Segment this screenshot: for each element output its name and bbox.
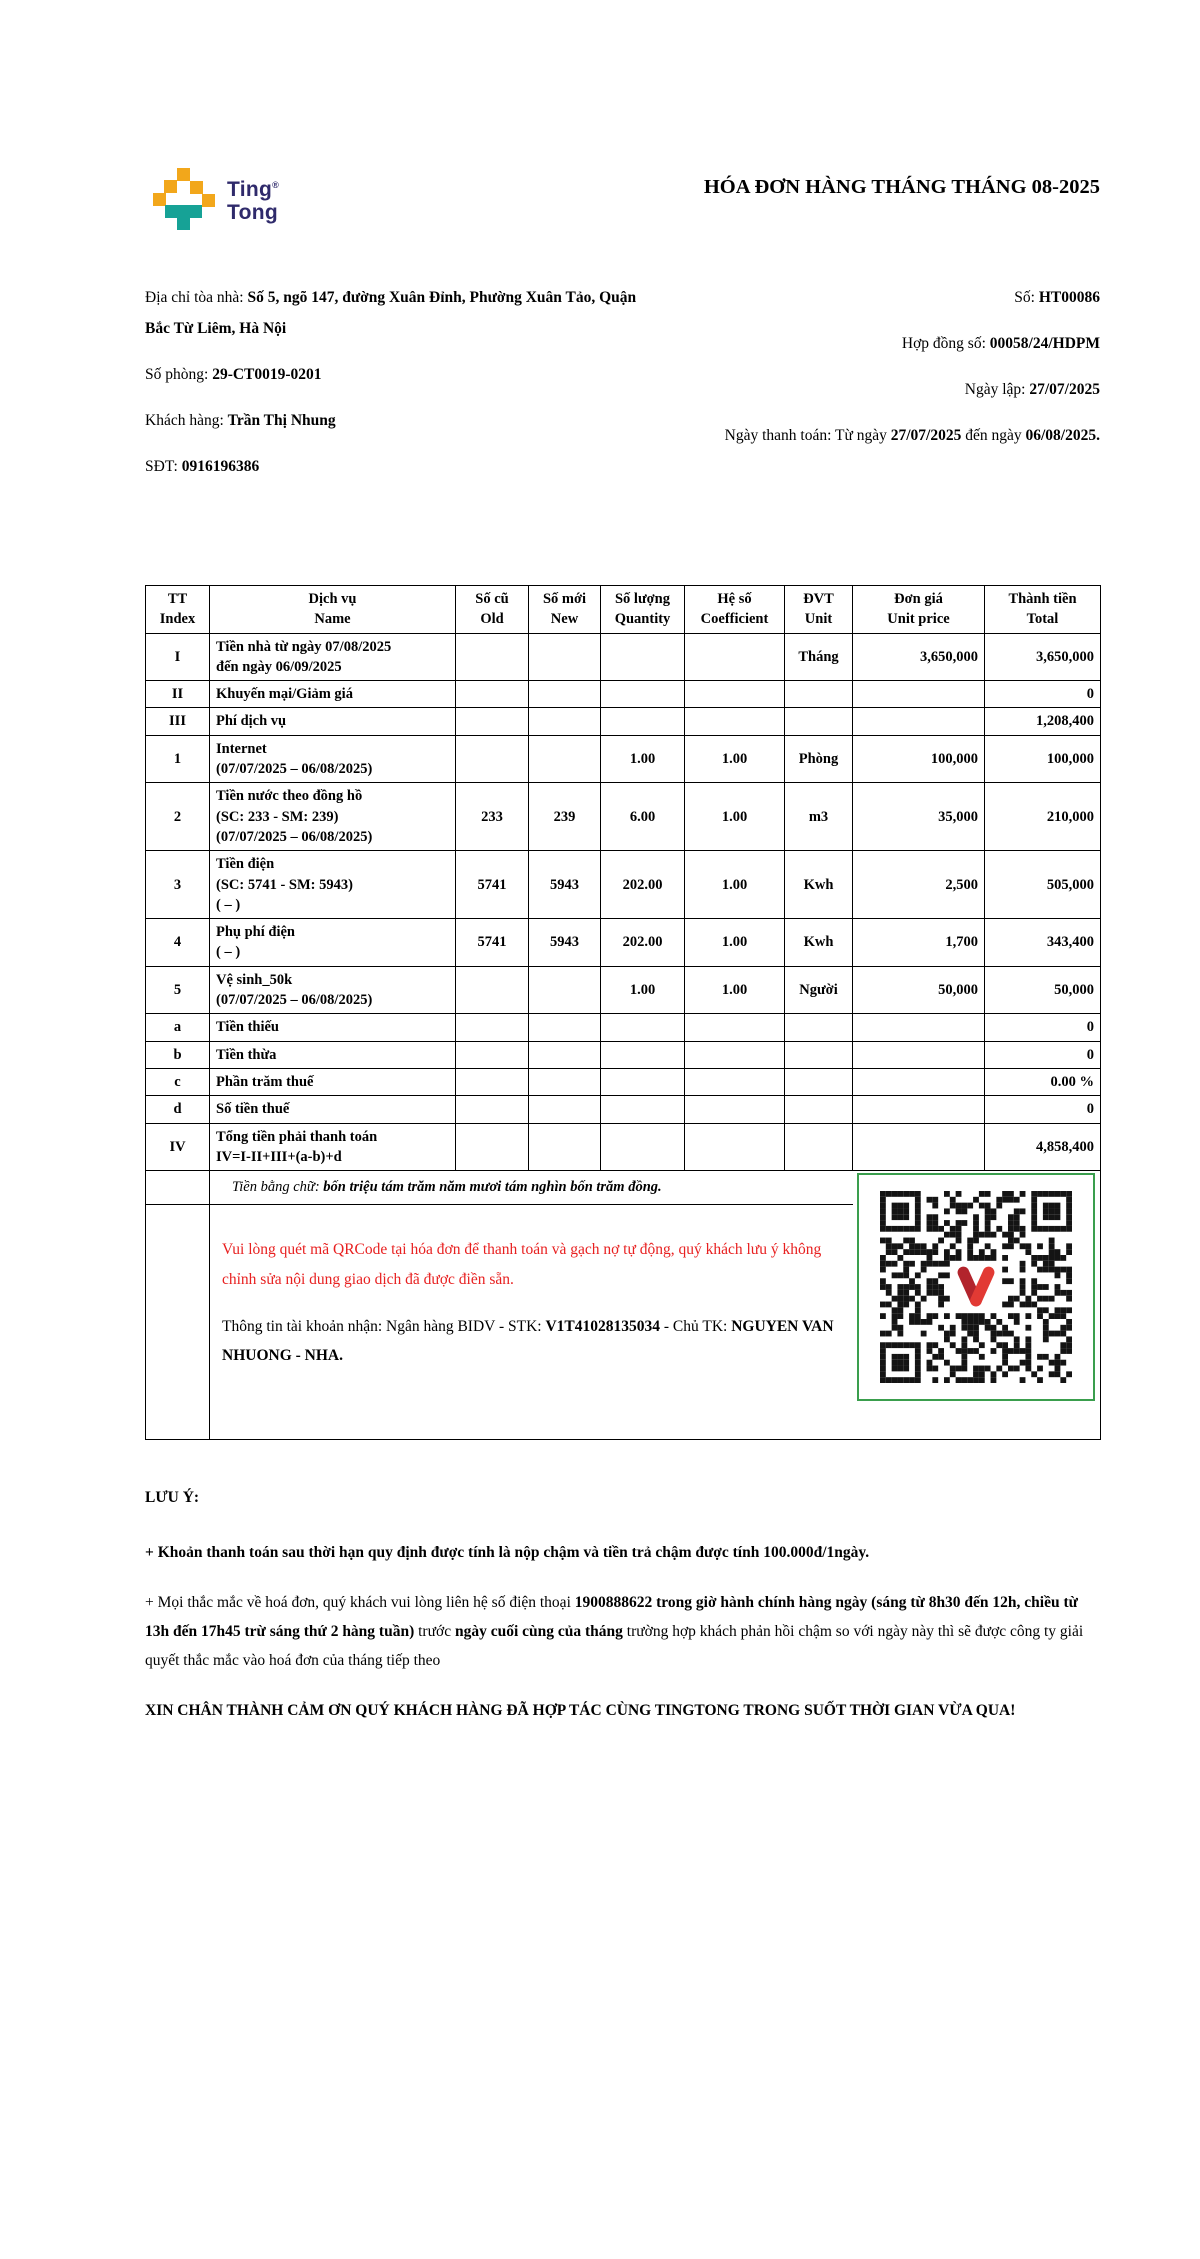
- cell-new: [529, 708, 601, 735]
- cell-qty: 1.00: [601, 966, 685, 1014]
- service-table-head-row: [146, 586, 1101, 634]
- cell-new: [529, 1096, 601, 1123]
- cell-price: 1,700: [853, 919, 985, 967]
- tingtong-logo-text: Ting® Tong: [227, 178, 280, 225]
- cell-price: [853, 1014, 985, 1041]
- cell-new: 5943: [529, 919, 601, 967]
- table-row: [146, 708, 1101, 735]
- cell-name: Tiền nước theo đồng hồ (SC: 233 - SM: 239) (07/07/2025 – 06/08/2025): [210, 783, 456, 851]
- room-number: Số phòng: 29-CT0019-0201: [145, 366, 322, 383]
- cell-coef: 1.00: [685, 851, 785, 919]
- cell-idx: d: [146, 1096, 210, 1123]
- cell-qty: [601, 1096, 685, 1123]
- cell-total: 0: [985, 1014, 1101, 1041]
- cell-qty: 1.00: [601, 735, 685, 783]
- cell-unit: [785, 681, 853, 708]
- cell-idx: b: [146, 1041, 210, 1068]
- table-row: [146, 681, 1101, 708]
- cell-name: Phụ phí điện ( – ): [210, 919, 456, 967]
- column-header-price: Đơn giá Unit price: [853, 586, 985, 634]
- cell-unit: [785, 1041, 853, 1068]
- cell-idx: 3: [146, 851, 210, 919]
- cell-new: [529, 1123, 601, 1171]
- invoice-info-right: [668, 282, 1100, 497]
- thank-you-note: XIN CHÂN THÀNH CẢM ƠN QUÝ KHÁCH HÀNG ĐÃ HỢP TÁC CÙNG TINGTONG TRONG SUỐT THỜI GIAN VỪA QUA!: [145, 1702, 1016, 1720]
- cell-old: [456, 1041, 529, 1068]
- cell-price: [853, 708, 985, 735]
- cell-name: Tiền nhà từ ngày 07/08/2025 đến ngày 06/09/2025: [210, 633, 456, 681]
- table-row: [146, 1014, 1101, 1041]
- cell-new: [529, 681, 601, 708]
- cell-qty: 202.00: [601, 919, 685, 967]
- cell-idx: 5: [146, 966, 210, 1014]
- service-table-body: [146, 633, 1101, 1171]
- service-table: [145, 585, 1101, 1440]
- cell-total: 1,208,400: [985, 708, 1101, 735]
- cell-total: 343,400: [985, 919, 1101, 967]
- invoice-header: [145, 168, 1100, 230]
- late-payment-note: + Khoản thanh toán sau thời hạn quy định được tính là nộp chậm và tiền trả chậm được tính 100.000đ/1ngày.: [145, 1543, 870, 1561]
- vietqr-code: [880, 1191, 1072, 1383]
- cell-old: [456, 633, 529, 681]
- cell-total: 210,000: [985, 783, 1101, 851]
- cell-unit: Phòng: [785, 735, 853, 783]
- table-row: [146, 966, 1101, 1014]
- customer-name: Khách hàng: Trần Thị Nhung: [145, 412, 336, 429]
- cell-coef: 1.00: [685, 783, 785, 851]
- cell-old: [456, 735, 529, 783]
- contract-number: Hợp đồng số: 00058/24/HDPM: [901, 335, 1100, 352]
- customer-phone: SĐT: 0916196386: [145, 458, 260, 475]
- cell-total: 0: [985, 681, 1101, 708]
- invoice-footer: [145, 1484, 1100, 1726]
- cell-new: [529, 1041, 601, 1068]
- qr-scan-note: Vui lòng quét mã QRCode tại hóa đơn để thanh toán và gạch nợ tự động, quý khách lưu ý không chỉnh sửa nội dung giao dịch đã được điền sẵn.: [222, 1241, 822, 1288]
- cell-total: 0.00 %: [985, 1068, 1101, 1095]
- cell-qty: [601, 1123, 685, 1171]
- cell-idx: I: [146, 633, 210, 681]
- cell-old: [456, 1096, 529, 1123]
- cell-old: [456, 1068, 529, 1095]
- cell-old: 233: [456, 783, 529, 851]
- invoice-info-left: [145, 282, 650, 497]
- cell-coef: 1.00: [685, 919, 785, 967]
- cell-old: [456, 966, 529, 1014]
- cell-price: 100,000: [853, 735, 985, 783]
- cell-qty: 202.00: [601, 851, 685, 919]
- registered-mark: ®: [272, 180, 280, 190]
- building-address: Địa chỉ tòa nhà: Số 5, ngõ 147, đường Xuân Đỉnh, Phường Xuân Tảo, Quận Bắc Từ Liêm, Hà Nội: [145, 289, 637, 337]
- amount-in-words-label: Tiền bằng chữ:: [232, 1179, 324, 1196]
- invoice-info: [145, 282, 1100, 497]
- column-header-total: Thành tiền Total: [985, 586, 1101, 634]
- cell-unit: Người: [785, 966, 853, 1014]
- amount-in-words-row: [146, 1171, 1101, 1205]
- column-header-name: Dịch vụ Name: [210, 586, 456, 634]
- column-header-new: Số mới New: [529, 586, 601, 634]
- cell-coef: [685, 1068, 785, 1095]
- table-row: [146, 783, 1101, 851]
- cell-coef: [685, 1096, 785, 1123]
- cell-unit: Kwh: [785, 851, 853, 919]
- payment-note-cell: [210, 1205, 853, 1440]
- cell-name: Tổng tiền phải thanh toán IV=I-II+III+(a-b)+d: [210, 1123, 456, 1171]
- cell-new: [529, 735, 601, 783]
- cell-unit: Kwh: [785, 919, 853, 967]
- cell-unit: [785, 1096, 853, 1123]
- cell-total: 3,650,000: [985, 633, 1101, 681]
- cell-idx: IV: [146, 1123, 210, 1171]
- table-row: [146, 735, 1101, 783]
- cell-price: [853, 681, 985, 708]
- column-header-idx: TT Index: [146, 586, 210, 634]
- amount-in-words-value: bốn triệu tám trăm năm mươi tám nghìn bốn trăm đồng.: [323, 1179, 662, 1196]
- qr-cell: [853, 1171, 1101, 1440]
- cell-new: [529, 1014, 601, 1041]
- table-row: [146, 1123, 1101, 1171]
- cell-unit: [785, 1123, 853, 1171]
- cell-coef: 1.00: [685, 735, 785, 783]
- table-row: [146, 1068, 1101, 1095]
- payment-period: Ngày thanh toán: Từ ngày 27/07/2025 đến ngày 06/08/2025.: [724, 427, 1100, 444]
- column-header-old: Số cũ Old: [456, 586, 529, 634]
- cell-total: 50,000: [985, 966, 1101, 1014]
- cell-new: [529, 633, 601, 681]
- cell-qty: 6.00: [601, 783, 685, 851]
- cell-price: [853, 1041, 985, 1068]
- cell-total: 100,000: [985, 735, 1101, 783]
- cell-old: [456, 1123, 529, 1171]
- tingtong-logo: [153, 168, 279, 230]
- cell-unit: [785, 708, 853, 735]
- cell-total: 0: [985, 1096, 1101, 1123]
- cell-unit: [785, 1014, 853, 1041]
- cell-qty: [601, 708, 685, 735]
- cell-old: [456, 1014, 529, 1041]
- cell-name: Internet (07/07/2025 – 06/08/2025): [210, 735, 456, 783]
- notice-label: LƯU Ý:: [145, 1489, 200, 1507]
- table-row: [146, 1041, 1101, 1068]
- amount-in-words: [210, 1171, 853, 1205]
- cell-empty: [146, 1205, 210, 1440]
- cell-name: Tiền thừa: [210, 1041, 456, 1068]
- cell-qty: [601, 1041, 685, 1068]
- cell-coef: [685, 681, 785, 708]
- cell-price: [853, 1096, 985, 1123]
- cell-idx: III: [146, 708, 210, 735]
- cell-coef: [685, 1014, 785, 1041]
- cell-idx: 4: [146, 919, 210, 967]
- table-row: [146, 633, 1101, 681]
- cell-qty: [601, 633, 685, 681]
- service-table-footer: [146, 1171, 1101, 1440]
- cell-price: 2,500: [853, 851, 985, 919]
- cell-total: 4,858,400: [985, 1123, 1101, 1171]
- cell-price: [853, 1123, 985, 1171]
- bank-account-info: Thông tin tài khoản nhận: Ngân hàng BIDV - STK: V1T41028135034 - Chủ TK: NGUYEN VAN NHUONG - NHA.: [222, 1318, 834, 1365]
- column-header-qty: Số lượng Quantity: [601, 586, 685, 634]
- cell-coef: [685, 1123, 785, 1171]
- cell-coef: [685, 1041, 785, 1068]
- cell-total: 505,000: [985, 851, 1101, 919]
- cell-price: [853, 1068, 985, 1095]
- cell-name: Tiền thiếu: [210, 1014, 456, 1041]
- column-header-unit: ĐVT Unit: [785, 586, 853, 634]
- cell-total: 0: [985, 1041, 1101, 1068]
- cell-idx: a: [146, 1014, 210, 1041]
- table-row: [146, 851, 1101, 919]
- cell-old: 5741: [456, 851, 529, 919]
- cell-unit: Tháng: [785, 633, 853, 681]
- cell-name: Phí dịch vụ: [210, 708, 456, 735]
- cell-unit: [785, 1068, 853, 1095]
- cell-price: 3,650,000: [853, 633, 985, 681]
- cell-qty: [601, 681, 685, 708]
- cell-name: Số tiền thuế: [210, 1096, 456, 1123]
- cell-new: [529, 1068, 601, 1095]
- cell-idx: 1: [146, 735, 210, 783]
- cell-coef: 1.00: [685, 966, 785, 1014]
- issue-date: Ngày lập: 27/07/2025: [964, 381, 1100, 398]
- cell-old: [456, 708, 529, 735]
- cell-name: Phần trăm thuế: [210, 1068, 456, 1095]
- table-row: [146, 919, 1101, 967]
- tingtong-pixel-arrow-icon: [153, 168, 217, 230]
- hotline-note: + Mọi thắc mắc về hoá đơn, quý khách vui lòng liên hệ số điện thoại 1900888622 trong giờ hành chính hàng ngày (sáng từ 8h30 đến 12h, chiều từ 13h đến 17h45 trừ sáng thứ 2 hàng tuần) trước ngày cuối cùng của tháng trường hợp khách phản hồi chậm so với ngày này thì sẽ được công ty giải quyết thắc mắc vào hoá đơn của tháng tiếp theo: [145, 1594, 1084, 1669]
- cell-name: Vệ sinh_50k (07/07/2025 – 06/08/2025): [210, 966, 456, 1014]
- cell-coef: [685, 708, 785, 735]
- cell-qty: [601, 1014, 685, 1041]
- cell-idx: II: [146, 681, 210, 708]
- cell-coef: [685, 633, 785, 681]
- cell-name: Tiền điện (SC: 5741 - SM: 5943) ( – ): [210, 851, 456, 919]
- table-row: [146, 1096, 1101, 1123]
- cell-price: 50,000: [853, 966, 985, 1014]
- cell-new: 239: [529, 783, 601, 851]
- cell-unit: m3: [785, 783, 853, 851]
- invoice-title: HÓA ĐƠN HÀNG THÁNG THÁNG 08-2025: [703, 176, 1100, 198]
- cell-empty: [146, 1171, 210, 1205]
- invoice-number: Số: HT00086: [1014, 289, 1100, 306]
- cell-idx: 2: [146, 783, 210, 851]
- cell-new: [529, 966, 601, 1014]
- cell-price: 35,000: [853, 783, 985, 851]
- cell-old: [456, 681, 529, 708]
- cell-old: 5741: [456, 919, 529, 967]
- qr-frame: [857, 1173, 1095, 1401]
- column-header-coef: Hệ số Coefficient: [685, 586, 785, 634]
- cell-idx: c: [146, 1068, 210, 1095]
- cell-qty: [601, 1068, 685, 1095]
- cell-new: 5943: [529, 851, 601, 919]
- cell-name: Khuyến mại/Giảm giá: [210, 681, 456, 708]
